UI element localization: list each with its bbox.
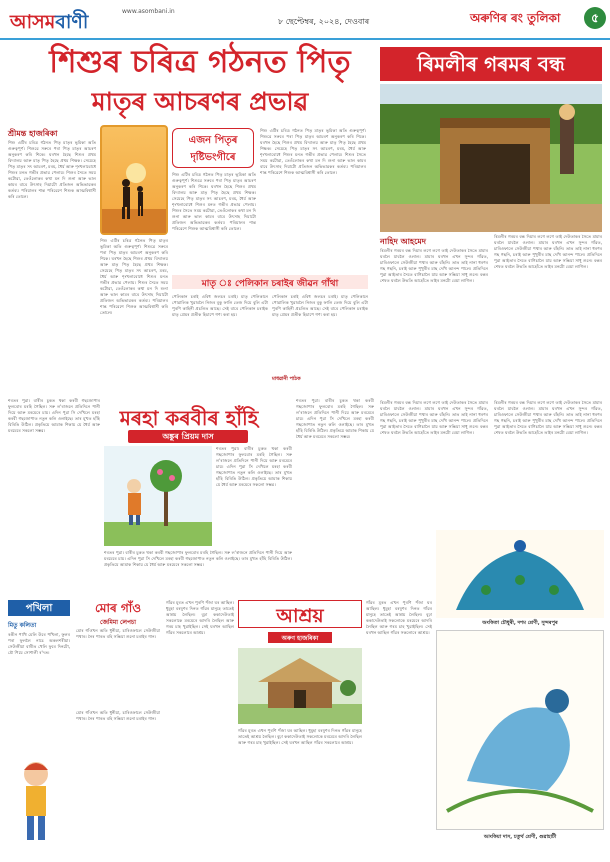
story-headline: আশ্ৰয়: [276, 605, 324, 627]
article2-body-col3: ৰিমলীৰ গৰমৰ বন্ধ দিয়াৰ লগে লগে তাই দেউতাকৰ সৈতে মামাৰ ঘৰলৈ যাবলৈ ওলাল। মামাৰ ঘৰখন এখন সুন্দৰ গাঁৱত, চাৰিওফালে সেউজীয়া পথাৰ আৰু বাঁহনি। তাত তাই নানা ধৰণৰ গছ গছনি, চৰাই আৰু পুখুৰীৰ মাছ দেখি আনন্দ পালে। প্ৰতিদিনে পুৱা আইতাৰ সৈতে বাগিচালৈ যায় আৰু সন্ধিয়া সাধু শুনে। বন্ধৰ শেষত ঘৰলৈ উভতি আহোঁতে তাইৰ মনটো বেয়া লাগিল।: [380, 400, 488, 435]
article1-body: শিশু এটিৰ চৰিত্ৰ গঠনত পিতৃ মাতৃৰ ভূমিকা অতি গুৰুত্বপূৰ্ণ। শিশুৱে সৰুৰে পৰা পিতৃ মাতৃৰ আচৰণ অনুকৰণ কৰি শিকে। ঘৰখন হৈছে শিশুৰ প্ৰথম বিদ্যালয় আৰু মাতৃ পিতৃ হৈছে প্ৰথম শিক্ষক। সেয়েহে পিতৃ মাতৃৰ সৎ আচৰণ, মৰম, ধৈৰ্য আৰু শৃংখলাবোধে শিশুৰ মনত গভীৰ প্ৰভাৱ পেলায়। শিশুৰ সৈতে সময় কটোৱা, তেওঁলোকৰ কথা মন দি শুনা আৰু ভাল কামৰ বাবে উৎসাহ দিয়াটো প্ৰতিজন অভিভাৱকৰ কৰ্তব্য। পৰিয়ালৰ শান্ত পৰিৱেশে শিশুক আত্মবিশ্বাসী কৰি তোলে।: [8, 140, 96, 199]
section-title: অৰুণিৰ ৰং তুলিকা: [470, 11, 561, 25]
article4-body-col4: শৰতৰ পুৱা। বাৰীৰ চুকত থকা কৰবী গছজোপাৰ ফুলবোৰ মৰহি গৈছিল। সৰু ল'ৰাজনে প্ৰতিদিনে পানী দিয়ে আৰু মৰমেৰে চায়। এদিন পুৱা সি দেখিলে মৰহা কৰবী গছজোপাত নতুন কলি ওলাইছে। তাৰ মুখত হাঁহি বিৰিঙি উঠিল। প্ৰকৃতিয়ে আমাক শিকায় যে ধৈৰ্য আৰু মৰমেৰে সকলো সম্ভৱ।: [104, 550, 292, 567]
newspaper-logo: [10, 8, 88, 40]
page-number: ৫: [584, 7, 606, 29]
article1-headline-line2: মাতৃৰ আচৰণৰ প্ৰভাৱ: [91, 87, 309, 116]
article2-body-col2: ৰিমলীৰ গৰমৰ বন্ধ দিয়াৰ লগে লগে তাই দেউতাকৰ সৈতে মামাৰ ঘৰলৈ যাবলৈ ওলাল। মামাৰ ঘৰখন এখন সুন্দৰ গাঁৱত, চাৰিওফালে সেউজীয়া পথাৰ আৰু বাঁহনি। তাত তাই নানা ধৰণৰ গছ গছনি, চৰাই আৰু পুখুৰীৰ মাছ দেখি আনন্দ পালে। প্ৰতিদিনে পুৱা আইতাৰ সৈতে বাগিচালৈ যায় আৰু সন্ধিয়া সাধু শুনে। বন্ধৰ শেষত ঘৰলৈ উভতি আহোঁতে তাইৰ মনটো বেয়া লাগিল।: [494, 234, 602, 269]
peacock-drawing: [436, 530, 604, 618]
story-body-col2: গাঁৱৰ মূৰত এখন পুৰণি পঁজা ঘৰ আছিল। ধুমুহা বৰষুণৰ দিনত গাঁৱৰ মানুহে তাতেই আশ্ৰয় লৈছিল। বুঢ়া ককাদেউতাই সকলোকে মৰমেৰে আদৰি লৈছিল আৰু গৰম চাহ খুৱাইছিল। সেই ঘৰখন আছিল গাঁৱৰ সকলোৰে আশ্ৰয়।: [238, 728, 362, 745]
peacock-caption: অংকিতা চৌধুৰী, দশম শ্ৰেণী, সুন্দৰপুৰ: [482, 620, 558, 626]
peacock-drawing-icon: [436, 530, 604, 618]
father-son-silhouette-icon: [102, 127, 166, 233]
garden-gate-illustration-icon: [380, 84, 602, 232]
article4-author: অঙ্কুৰ প্ৰিয়ম দাস: [162, 432, 214, 441]
poem2-body-more: মোৰ গাঁওখন অতি ধুনীয়া, চাৰিওফালে সেউজীয়া পথাৰ। নৈৰ পাৰত বহি সন্ধিয়া শুনো চৰাইৰ গান।: [76, 710, 160, 721]
issue-date: ৮ ছেপ্টেম্বৰ, ২০২৪, দেওবাৰ: [278, 17, 370, 26]
bird-drawing-icon: [437, 631, 603, 829]
child-watering-plant-icon: [104, 446, 212, 546]
article2-headline: ৰিমলীৰ গৰমৰ বন্ধ: [380, 47, 602, 81]
website-url[interactable]: www.asombani.in: [122, 8, 175, 15]
article3-body-col2: পেলিকান চৰাই এবিধ জলচৰ চৰাই। মাতৃ পেলিকানে পোৱালিক খুৱাবলৈ নিজৰ বুকু ফালি তেজ দিয়ে বুলি এটা পুৰণি কাহিনী প্ৰচলিত আছে। সেই বাবে পেলিকান চৰাইক মাতৃ প্ৰেমৰ প্ৰতীক হিচাপে গণ্য কৰা হয়।: [272, 294, 368, 317]
article2-author: নাহিদ আহমেদ: [380, 237, 426, 246]
poem1-title: পখিলা: [25, 603, 53, 614]
article3-body-col1: পেলিকান চৰাই এবিধ জলচৰ চৰাই। মাতৃ পেলিকানে পোৱালিক খুৱাবলৈ নিজৰ বুকু ফালি তেজ দিয়ে বুলি এটা পুৰণি কাহিনী প্ৰচলিত আছে। সেই বাবে পেলিকান চৰাইক মাতৃ প্ৰেমৰ প্ৰতীক হিচাপে গণ্য কৰা হয়।: [172, 294, 268, 317]
drawing-caption: আংকিয়া দাস, চতুৰ্থ শ্ৰেণী, গুৱাহাটী: [483, 834, 557, 840]
article1-headline-line1: শিশুৰ চৰিত্ৰ গঠনত পিতৃ: [49, 44, 351, 80]
divider: [8, 395, 374, 396]
article4-body-col3: শৰতৰ পুৱা। বাৰীৰ চুকত থকা কৰবী গছজোপাৰ ফুলবোৰ মৰহি গৈছিল। সৰু ল'ৰাজনে প্ৰতিদিনে পানী দিয়ে আৰু মৰমেৰে চায়। এদিন পুৱা সি দেখিলে মৰহা কৰবী গছজোপাত নতুন কলি ওলাইছে। তাৰ মুখত হাঁহি বিৰিঙি উঠিল। প্ৰকৃতিয়ে আমাক শিকায় যে ধৈৰ্য আৰু মৰমেৰে সকলো সম্ভৱ।: [296, 398, 374, 439]
poem2-author: জেমিমা লেপচা: [100, 619, 136, 626]
article1-body-col2: শিশু এটিৰ চৰিত্ৰ গঠনত পিতৃ মাতৃৰ ভূমিকা অতি গুৰুত্বপূৰ্ণ। শিশুৱে সৰুৰে পৰা পিতৃ মাতৃৰ আচৰণ অনুকৰণ কৰি শিকে। ঘৰখন হৈছে শিশুৰ প্ৰথম বিদ্যালয় আৰু মাতৃ পিতৃ হৈছে প্ৰথম শিক্ষক। সেয়েহে পিতৃ মাতৃৰ সৎ আচৰণ, মৰম, ধৈৰ্য আৰু শৃংখলাবোধে শিশুৰ মনত গভীৰ প্ৰভাৱ পেলায়। শিশুৰ সৈতে সময় কটোৱা, তেওঁলোকৰ কথা মন দি শুনা আৰু ভাল কামৰ বাবে উৎসাহ দিয়াটো প্ৰতিজন অভিভাৱকৰ কৰ্তব্য। পৰিয়ালৰ শান্ত পৰিৱেশে শিশুক আত্মবিশ্বাসী কৰি তোলে।: [172, 172, 256, 231]
story-body-col1: গাঁৱৰ মূৰত এখন পুৰণি পঁজা ঘৰ আছিল। ধুমুহা বৰষুণৰ দিনত গাঁৱৰ মানুহে তাতেই আশ্ৰয় লৈছিল। বুঢ়া ককাদেউতাই সকলোকে মৰমেৰে আদৰি লৈছিল আৰু গৰম চাহ খুৱাইছিল। সেই ঘৰখন আছিল গাঁৱৰ সকলোৰে আশ্ৰয়।: [166, 600, 234, 635]
article1-photo: [100, 125, 168, 235]
article4-illustration: [104, 446, 212, 546]
story-author: অৰুণ হাজৰিকা: [281, 635, 319, 642]
boy-cartoon-icon: [16, 756, 56, 846]
article4-headline: মৰহা কৰবীৰ হাঁহি: [119, 406, 259, 430]
poem1-author: মিতু কলিতা: [8, 622, 37, 629]
article2-body-col4: ৰিমলীৰ গৰমৰ বন্ধ দিয়াৰ লগে লগে তাই দেউতাকৰ সৈতে মামাৰ ঘৰলৈ যাবলৈ ওলাল। মামাৰ ঘৰখন এখন সুন্দৰ গাঁৱত, চাৰিওফালে সেউজীয়া পথাৰ আৰু বাঁহনি। তাত তাই নানা ধৰণৰ গছ গছনি, চৰাই আৰু পুখুৰীৰ মাছ দেখি আনন্দ পালে। প্ৰতিদিনে পুৱা আইতাৰ সৈতে বাগিচালৈ যায় আৰু সন্ধিয়া সাধু শুনে। বন্ধৰ শেষত ঘৰলৈ উভতি আহোঁতে তাইৰ মনটো বেয়া লাগিল।: [494, 400, 602, 435]
article1-box-title: এজন পিতৃৰ দৃষ্টিভংগীৰে: [188, 135, 238, 163]
poem2-body: মোৰ গাঁওখন অতি ধুনীয়া, চাৰিওফালে সেউজীয়া পথাৰ। নৈৰ পাৰত বহি সন্ধিয়া শুনো চৰাইৰ গান।: [76, 628, 160, 639]
article1-box: [172, 128, 254, 168]
article2-photo: [380, 84, 602, 232]
article4-body-col2: শৰতৰ পুৱা। বাৰীৰ চুকত থকা কৰবী গছজোপাৰ ফুলবোৰ মৰহি গৈছিল। সৰু ল'ৰাজনে প্ৰতিদিনে পানী দিয়ে আৰু মৰমেৰে চায়। এদিন পুৱা সি দেখিলে মৰহা কৰবী গছজোপাত নতুন কলি ওলাইছে। তাৰ মুখত হাঁহি বিৰিঙি উঠিল। প্ৰকৃতিয়ে আমাক শিকায় যে ধৈৰ্য আৰু মৰমেৰে সকলো সম্ভৱ।: [216, 446, 292, 487]
logo-part-b: বাণী: [55, 11, 89, 33]
article3-headline: মাতৃ ঃ পেলিকান চৰাইৰ জীৱন গাঁথা: [201, 279, 339, 289]
article4-body-col1: শৰতৰ পুৱা। বাৰীৰ চুকত থকা কৰবী গছজোপাৰ ফুলবোৰ মৰহি গৈছিল। সৰু ল'ৰাজনে প্ৰতিদিনে পানী দিয়ে আৰু মৰমেৰে চায়। এদিন পুৱা সি দেখিলে মৰহা কৰবী গছজোপাত নতুন কলি ওলাইছে। তাৰ মুখত হাঁহি বিৰিঙি উঠিল। প্ৰকৃতিয়ে আমাক শিকায় যে ধৈৰ্য আৰু মৰমেৰে সকলো সম্ভৱ।: [8, 398, 100, 433]
poem1-body: ৰঙীন পাখি মেলি উৰে পখিলা, ফুলৰ পৰা ফুললৈ নাচে অকলশৰীয়া। সেউজীয়া বাৰীত খেলি ফুৰে দিনটো, মৌ পিয়ে সোণালী ৰ'দত।: [8, 632, 70, 655]
article3-author: মাধৱানী পাঠক: [272, 376, 301, 382]
article2-body-col1: ৰিমলীৰ গৰমৰ বন্ধ দিয়াৰ লগে লগে তাই দেউতাকৰ সৈতে মামাৰ ঘৰলৈ যাবলৈ ওলাল। মামাৰ ঘৰখন এখন সুন্দৰ গাঁৱত, চাৰিওফালে সেউজীয়া পথাৰ আৰু বাঁহনি। তাত তাই নানা ধৰণৰ গছ গছনি, চৰাই আৰু পুখুৰীৰ মাছ দেখি আনন্দ পালে। প্ৰতিদিনে পুৱা আইতাৰ সৈতে বাগিচালৈ যায় আৰু সন্ধিয়া সাধু শুনে। বন্ধৰ শেষত ঘৰলৈ উভতি আহোঁতে তাইৰ মনটো বেয়া লাগিল।: [380, 248, 488, 283]
logo-part-a: আসম: [10, 11, 56, 33]
story-illustration: [238, 648, 362, 724]
thatched-hut-icon: [238, 648, 362, 724]
article1-body-col3: শিশু এটিৰ চৰিত্ৰ গঠনত পিতৃ মাতৃৰ ভূমিকা অতি গুৰুত্বপূৰ্ণ। শিশুৱে সৰুৰে পৰা পিতৃ মাতৃৰ আচৰণ অনুকৰণ কৰি শিকে। ঘৰখন হৈছে শিশুৰ প্ৰথম বিদ্যালয় আৰু মাতৃ পিতৃ হৈছে প্ৰথম শিক্ষক। সেয়েহে পিতৃ মাতৃৰ সৎ আচৰণ, মৰম, ধৈৰ্য আৰু শৃংখলাবোধে শিশুৰ মনত গভীৰ প্ৰভাৱ পেলায়। শিশুৰ সৈতে সময় কটোৱা, তেওঁলোকৰ কথা মন দি শুনা আৰু ভাল কামৰ বাবে উৎসাহ দিয়াটো প্ৰতিজন অভিভাৱকৰ কৰ্তব্য। পৰিয়ালৰ শান্ত পৰিৱেশে শিশুক আত্মবিশ্বাসী কৰি তোলে।: [100, 238, 168, 315]
article1-body-col4: শিশু এটিৰ চৰিত্ৰ গঠনত পিতৃ মাতৃৰ ভূমিকা অতি গুৰুত্বপূৰ্ণ। শিশুৱে সৰুৰে পৰা পিতৃ মাতৃৰ আচৰণ অনুকৰণ কৰি শিকে। ঘৰখন হৈছে শিশুৰ প্ৰথম বিদ্যালয় আৰু মাতৃ পিতৃ হৈছে প্ৰথম শিক্ষক। সেয়েহে পিতৃ মাতৃৰ সৎ আচৰণ, মৰম, ধৈৰ্য আৰু শৃংখলাবোধে শিশুৰ মনত গভীৰ প্ৰভাৱ পেলায়। শিশুৰ সৈতে সময় কটোৱা, তেওঁলোকৰ কথা মন দি শুনা আৰু ভাল কামৰ বাবে উৎসাহ দিয়াটো প্ৰতিজন অভিভাৱকৰ কৰ্তব্য। পৰিয়ালৰ শান্ত পৰিৱেশে শিশুক আত্মবিশ্বাসী কৰি তোলে।: [260, 128, 366, 175]
story-body-col3: গাঁৱৰ মূৰত এখন পুৰণি পঁজা ঘৰ আছিল। ধুমুহা বৰষুণৰ দিনত গাঁৱৰ মানুহে তাতেই আশ্ৰয় লৈছিল। বুঢ়া ককাদেউতাই সকলোকে মৰমেৰে আদৰি লৈছিল আৰু গৰম চাহ খুৱাইছিল। সেই ঘৰখন আছিল গাঁৱৰ সকলোৰে আশ্ৰয়।: [366, 600, 432, 635]
article1-author: শ্ৰীমন্ত হাজৰিকা: [8, 129, 58, 138]
child-cartoon: [16, 756, 56, 846]
kid-drawing: [436, 630, 604, 830]
poem2-title: মোৰ গাঁও: [94, 601, 142, 615]
